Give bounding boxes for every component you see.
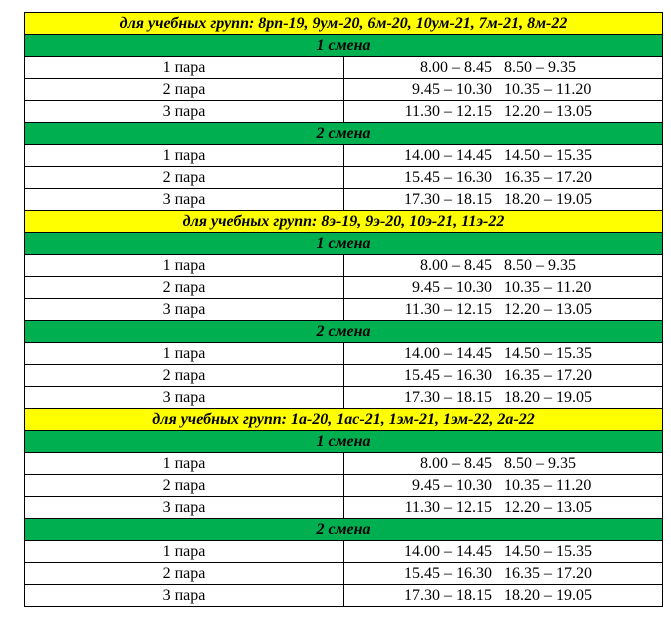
table-row	[25, 167, 663, 189]
second-half-time: 16.35 – 17.20	[504, 168, 592, 186]
first-half-time: 15.45 – 16.30	[404, 168, 492, 186]
time-cell	[344, 387, 663, 409]
group-title: для учебных групп: 8э-19, 9э-20, 10э-21, 11э-22	[25, 211, 663, 233]
table-row	[25, 101, 663, 123]
table-row	[25, 57, 663, 79]
time-cell	[344, 365, 663, 387]
time-cell	[344, 57, 663, 79]
second-half-time: 12.20 – 13.05	[504, 300, 592, 318]
shift-title: 1 смена	[25, 431, 663, 453]
pair-label: 1 пара	[25, 57, 344, 79]
group-header-row	[25, 409, 663, 431]
time-cell	[344, 255, 663, 277]
time-cell	[344, 563, 663, 585]
table-row	[25, 299, 663, 321]
second-half-time: 18.20 – 19.05	[504, 586, 592, 604]
table-row	[25, 343, 663, 365]
pair-label: 3 пара	[25, 585, 344, 607]
time-cell	[344, 167, 663, 189]
table-row	[25, 497, 663, 519]
pair-label: 1 пара	[25, 541, 344, 563]
shift-title: 2 смена	[25, 123, 663, 145]
time-cell	[344, 79, 663, 101]
table-row	[25, 255, 663, 277]
shift-title: 1 смена	[25, 233, 663, 255]
pair-label: 2 пара	[25, 475, 344, 497]
time-cell	[344, 343, 663, 365]
first-half-time: 14.00 – 14.45	[404, 344, 492, 362]
first-half-time: 9.45 – 10.30	[412, 278, 492, 296]
second-half-time: 12.20 – 13.05	[504, 498, 592, 516]
pair-label: 2 пара	[25, 365, 344, 387]
time-cell	[344, 585, 663, 607]
pair-label: 3 пара	[25, 387, 344, 409]
shift-header-row	[25, 123, 663, 145]
table-row	[25, 277, 663, 299]
pair-label: 1 пара	[25, 453, 344, 475]
pair-label: 2 пара	[25, 79, 344, 101]
first-half-time: 8.00 – 8.45	[420, 454, 492, 472]
table-row	[25, 563, 663, 585]
pair-label: 1 пара	[25, 343, 344, 365]
first-half-time: 9.45 – 10.30	[412, 80, 492, 98]
schedule-table	[24, 12, 663, 607]
shift-header-row	[25, 233, 663, 255]
table-row	[25, 79, 663, 101]
pair-label: 3 пара	[25, 101, 344, 123]
pair-label: 3 пара	[25, 189, 344, 211]
first-half-time: 17.30 – 18.15	[404, 586, 492, 604]
pair-label: 3 пара	[25, 497, 344, 519]
second-half-time: 14.50 – 15.35	[504, 344, 592, 362]
second-half-time: 14.50 – 15.35	[504, 146, 592, 164]
pair-label: 2 пара	[25, 167, 344, 189]
shift-title: 2 смена	[25, 519, 663, 541]
time-cell	[344, 453, 663, 475]
first-half-time: 8.00 – 8.45	[420, 58, 492, 76]
second-half-time: 10.35 – 11.20	[504, 80, 592, 98]
time-cell	[344, 299, 663, 321]
first-half-time: 14.00 – 14.45	[404, 542, 492, 560]
first-half-time: 14.00 – 14.45	[404, 146, 492, 164]
first-half-time: 8.00 – 8.45	[420, 256, 492, 274]
second-half-time: 10.35 – 11.20	[504, 476, 592, 494]
table-row	[25, 189, 663, 211]
time-cell	[344, 145, 663, 167]
group-title: для учебных групп: 8рп-19, 9ум-20, 6м-20, 10ум-21, 7м-21, 8м-22	[25, 13, 663, 35]
pair-label: 1 пара	[25, 145, 344, 167]
first-half-time: 9.45 – 10.30	[412, 476, 492, 494]
table-row	[25, 365, 663, 387]
shift-header-row	[25, 321, 663, 343]
group-header-row	[25, 13, 663, 35]
second-half-time: 14.50 – 15.35	[504, 542, 592, 560]
schedule-body	[25, 13, 663, 607]
table-row	[25, 453, 663, 475]
first-half-time: 11.30 – 12.15	[404, 300, 492, 318]
shift-header-row	[25, 519, 663, 541]
shift-header-row	[25, 431, 663, 453]
pair-label: 2 пара	[25, 563, 344, 585]
first-half-time: 11.30 – 12.15	[404, 498, 492, 516]
shift-title: 1 смена	[25, 35, 663, 57]
time-cell	[344, 277, 663, 299]
pair-label: 2 пара	[25, 277, 344, 299]
table-row	[25, 145, 663, 167]
time-cell	[344, 475, 663, 497]
group-header-row	[25, 211, 663, 233]
time-cell	[344, 101, 663, 123]
shift-header-row	[25, 35, 663, 57]
pair-label: 3 пара	[25, 299, 344, 321]
first-half-time: 15.45 – 16.30	[404, 366, 492, 384]
second-half-time: 18.20 – 19.05	[504, 190, 592, 208]
table-row	[25, 387, 663, 409]
second-half-time: 8.50 – 9.35	[504, 256, 576, 274]
second-half-time: 10.35 – 11.20	[504, 278, 592, 296]
group-title: для учебных групп: 1а-20, 1ас-21, 1эм-21, 1эм-22, 2а-22	[25, 409, 663, 431]
second-half-time: 16.35 – 17.20	[504, 564, 592, 582]
first-half-time: 15.45 – 16.30	[404, 564, 492, 582]
table-row	[25, 541, 663, 563]
second-half-time: 8.50 – 9.35	[504, 58, 576, 76]
first-half-time: 11.30 – 12.15	[404, 102, 492, 120]
pair-label: 1 пара	[25, 255, 344, 277]
second-half-time: 8.50 – 9.35	[504, 454, 576, 472]
table-row	[25, 475, 663, 497]
first-half-time: 17.30 – 18.15	[404, 388, 492, 406]
time-cell	[344, 541, 663, 563]
time-cell	[344, 497, 663, 519]
shift-title: 2 смена	[25, 321, 663, 343]
time-cell	[344, 189, 663, 211]
second-half-time: 18.20 – 19.05	[504, 388, 592, 406]
first-half-time: 17.30 – 18.15	[404, 190, 492, 208]
second-half-time: 16.35 – 17.20	[504, 366, 592, 384]
table-row	[25, 585, 663, 607]
second-half-time: 12.20 – 13.05	[504, 102, 592, 120]
